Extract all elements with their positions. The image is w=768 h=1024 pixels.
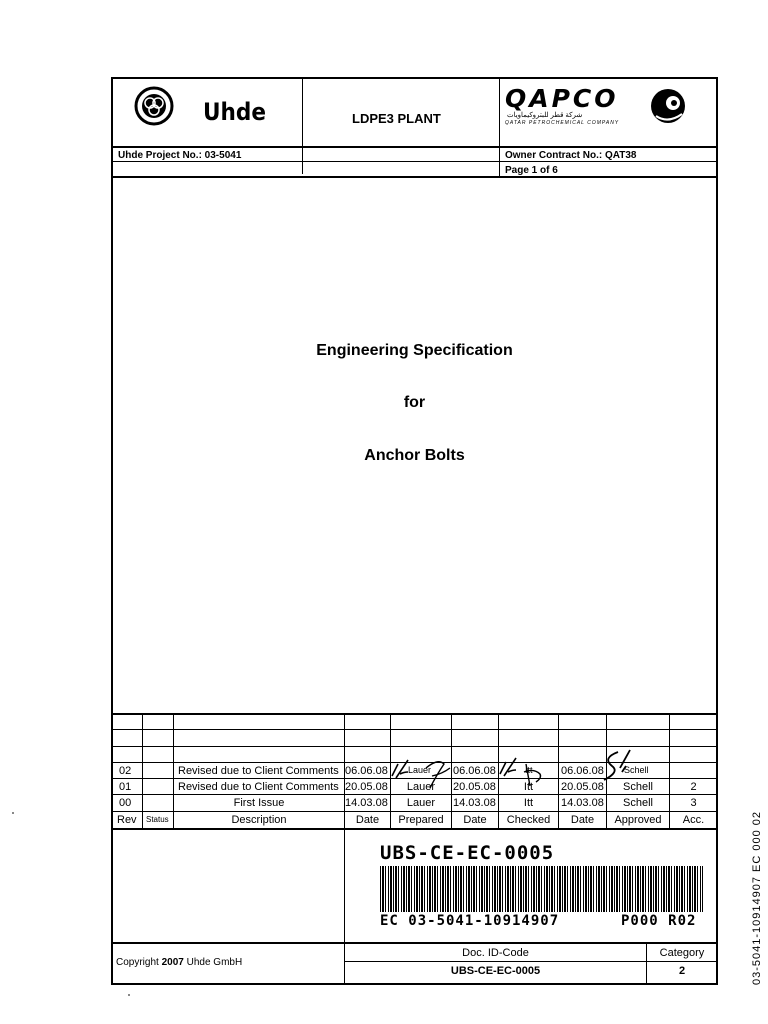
header-bottom-line	[112, 146, 717, 148]
copyright	[116, 958, 242, 968]
rev-00-description: First Issue	[233, 797, 285, 809]
qapco-logo	[505, 84, 640, 130]
barcode-revision: P000 R02	[621, 913, 697, 929]
revision-row-line	[112, 811, 717, 812]
rev-02-description: Revised due to Client Comments	[178, 765, 339, 777]
signature-prepared	[386, 754, 456, 794]
rev-01-description: Revised due to Client Comments	[178, 781, 339, 793]
category-value: 2	[678, 965, 686, 977]
rev-00-acc: 3	[690, 797, 697, 809]
barcode-number: EC 03-5041-10914907	[380, 913, 560, 929]
owner-contract-number: Owner Contract No.: QAT38	[505, 150, 637, 161]
rev-02-checked-by: Itt	[525, 765, 533, 775]
rev-02-date-approved: 06.06.08	[561, 765, 604, 777]
signature-approved	[590, 748, 640, 788]
rev-02-approved-by: Schell	[624, 765, 649, 775]
header-line-3	[112, 176, 717, 178]
rev-01-prepared-by: Lauer	[406, 781, 436, 793]
qapco-emblem-icon	[646, 86, 690, 126]
rev-02-date-prepared: 06.06.08	[345, 765, 388, 777]
doc-id-label: Doc. ID-Code	[462, 947, 529, 959]
doc-id-value: UBS-CE-EC-0005	[450, 965, 541, 977]
qapco-emblem	[646, 86, 690, 126]
side-stamp: 03-5041-10914907 EC 000 02	[751, 810, 763, 985]
header-divider-1	[302, 78, 303, 174]
rev-00-date-approved: 14.03.08	[561, 797, 604, 809]
revision-row-line	[112, 729, 717, 730]
scan-speck	[12, 812, 14, 814]
header-date-2: Date	[463, 814, 487, 826]
header-line-2	[112, 161, 717, 162]
rev-00-prepared-by: Lauer	[406, 797, 436, 809]
header-status: Status	[146, 815, 169, 824]
copyright-prefix: Copyright	[116, 957, 159, 968]
rev-00-date-prepared: 14.03.08	[345, 797, 388, 809]
rev-01-date-prepared: 20.05.08	[345, 781, 388, 793]
category-label: Category	[659, 947, 705, 959]
uhde-logo	[134, 86, 174, 126]
rev-02-date-checked: 06.06.08	[453, 765, 496, 777]
rev-01-number: 01	[119, 781, 132, 793]
header-checked: Checked	[506, 814, 551, 826]
qapco-logo-text: QAPCO	[505, 84, 619, 113]
document-subject: Anchor Bolts	[364, 447, 465, 464]
rev-00-approved-by: Schell	[623, 797, 653, 809]
qapco-subtitle: QATAR PETROCHEMICAL COMPANY	[505, 120, 620, 126]
page-number: Page 1 of 6	[505, 165, 558, 176]
signature-checked	[496, 752, 556, 792]
rev-01-approved-by: Schell	[623, 781, 653, 793]
revision-table-top	[112, 713, 717, 715]
barcode-doc-code: UBS-CE-EC-0005	[380, 842, 555, 864]
footer-top-line	[112, 942, 717, 944]
rev-00-checked-by: Itt	[523, 797, 534, 809]
scan-speck	[128, 994, 130, 996]
revision-col-line	[173, 714, 174, 829]
header-date-3: Date	[570, 814, 595, 826]
header-date-1: Date	[355, 814, 380, 826]
title-for: for	[403, 394, 426, 411]
revision-header-bottom	[112, 828, 717, 830]
header-rev: Rev	[117, 814, 137, 826]
company-name: Uhde	[203, 98, 267, 126]
barcode	[380, 866, 703, 912]
qapco-arabic: شركة قطر للبتروكيماويات	[507, 112, 583, 119]
rev-00-date-checked: 14.03.08	[453, 797, 496, 809]
rev-00-number: 00	[119, 797, 132, 809]
copyright-suffix: Uhde GmbH	[186, 957, 243, 968]
header-prepared: Prepared	[398, 814, 444, 826]
revision-col-line	[669, 714, 670, 829]
project-number: Uhde Project No.: 03-5041	[118, 150, 242, 161]
rev-02-prepared-by: Lauer	[408, 765, 432, 775]
rev-01-acc: 2	[690, 781, 697, 793]
header-description: Description	[231, 814, 287, 826]
header-acc: Acc.	[682, 814, 705, 826]
revision-row-line	[112, 794, 717, 795]
rev-01-date-checked: 20.05.08	[453, 781, 496, 793]
rev-01-checked-by: Itt	[523, 781, 534, 793]
rev-01-date-approved: 20.05.08	[561, 781, 604, 793]
revision-row-line	[112, 746, 717, 747]
rev-02-number: 02	[119, 765, 132, 777]
copyright-year: 2007	[161, 957, 184, 968]
document-title: Engineering Specification	[316, 342, 513, 359]
uhde-logo-icon	[134, 86, 174, 126]
header-approved: Approved	[614, 814, 662, 826]
revision-col-line	[142, 714, 143, 829]
doc-id-line	[345, 961, 717, 962]
revision-col-line	[558, 714, 559, 829]
plant-name: LDPE3 PLANT	[352, 111, 441, 126]
